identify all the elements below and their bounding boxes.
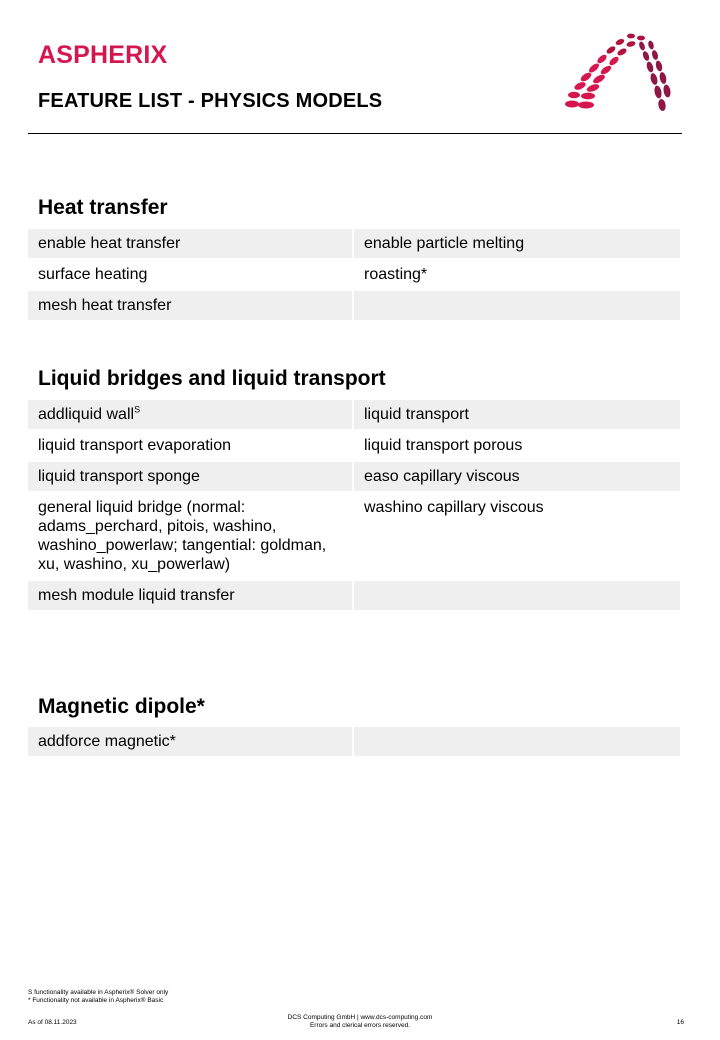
table-row bbox=[28, 493, 680, 581]
feature-cell: mesh heat transfer bbox=[28, 291, 354, 322]
table-row bbox=[28, 260, 680, 291]
footnote-solver-only: S functionality available in Aspherix® Solver only bbox=[28, 989, 169, 996]
feature-cell: enable particle melting bbox=[354, 229, 680, 260]
feature-cell: mesh module liquid transfer bbox=[28, 581, 354, 612]
feature-cell bbox=[354, 291, 680, 322]
solver-only-mark: S bbox=[134, 404, 141, 415]
footer-company bbox=[250, 1014, 470, 1030]
feature-cell: washino capillary viscous bbox=[354, 493, 680, 581]
table-row bbox=[28, 581, 680, 612]
aspherix-logo-icon bbox=[560, 30, 675, 114]
feature-cell: roasting* bbox=[354, 260, 680, 291]
section-title-liquid-bridges: Liquid bridges and liquid transport bbox=[38, 367, 386, 390]
footer-date: As of 08.11.2023 bbox=[28, 1019, 77, 1026]
page-title: FEATURE LIST - PHYSICS MODELS bbox=[38, 90, 383, 112]
section-title-magnetic-dipole: Magnetic dipole* bbox=[38, 695, 205, 718]
feature-cell: easo capillary viscous bbox=[354, 462, 680, 493]
table-row bbox=[28, 229, 680, 260]
feature-cell: general liquid bridge (normal: adams_perchard, pitois, washino, washino_powerlaw; tangential: goldman, xu, washino, xu_powerlaw) bbox=[28, 493, 354, 581]
liquid-transport-table bbox=[28, 400, 680, 612]
feature-cell: enable heat transfer bbox=[28, 229, 354, 260]
page-number: 16 bbox=[676, 1019, 684, 1026]
table-row bbox=[28, 291, 680, 322]
feature-cell: liquid transport sponge bbox=[28, 462, 354, 493]
brand-logo-text: ASPHERIX bbox=[38, 41, 168, 69]
footer-disclaimer: Errors and clerical errors reserved. bbox=[309, 1022, 411, 1029]
table-row bbox=[28, 431, 680, 462]
header-divider bbox=[28, 133, 682, 134]
footer-company-line: DCS Computing GmbH | www.dcs-computing.com bbox=[287, 1014, 433, 1021]
feature-cell bbox=[354, 727, 680, 758]
feature-cell: liquid transport bbox=[354, 400, 680, 431]
feature-cell: surface heating bbox=[28, 260, 354, 291]
feature-cell bbox=[354, 581, 680, 612]
feature-cell: addforce magnetic* bbox=[28, 727, 354, 758]
magnetic-dipole-table bbox=[28, 727, 680, 758]
footnotes bbox=[28, 989, 168, 1005]
heat-transfer-table bbox=[28, 229, 680, 322]
table-row bbox=[28, 462, 680, 493]
feature-cell: liquid transport evaporation bbox=[28, 431, 354, 462]
feature-cell bbox=[28, 400, 354, 431]
footnote-not-basic: * Functionality not available in Aspherix® Basic bbox=[28, 997, 164, 1004]
feature-text: addliquid wall bbox=[38, 406, 135, 423]
table-row bbox=[28, 400, 680, 431]
section-title-heat-transfer: Heat transfer bbox=[38, 196, 168, 219]
feature-cell: liquid transport porous bbox=[354, 431, 680, 462]
table-row bbox=[28, 727, 680, 758]
